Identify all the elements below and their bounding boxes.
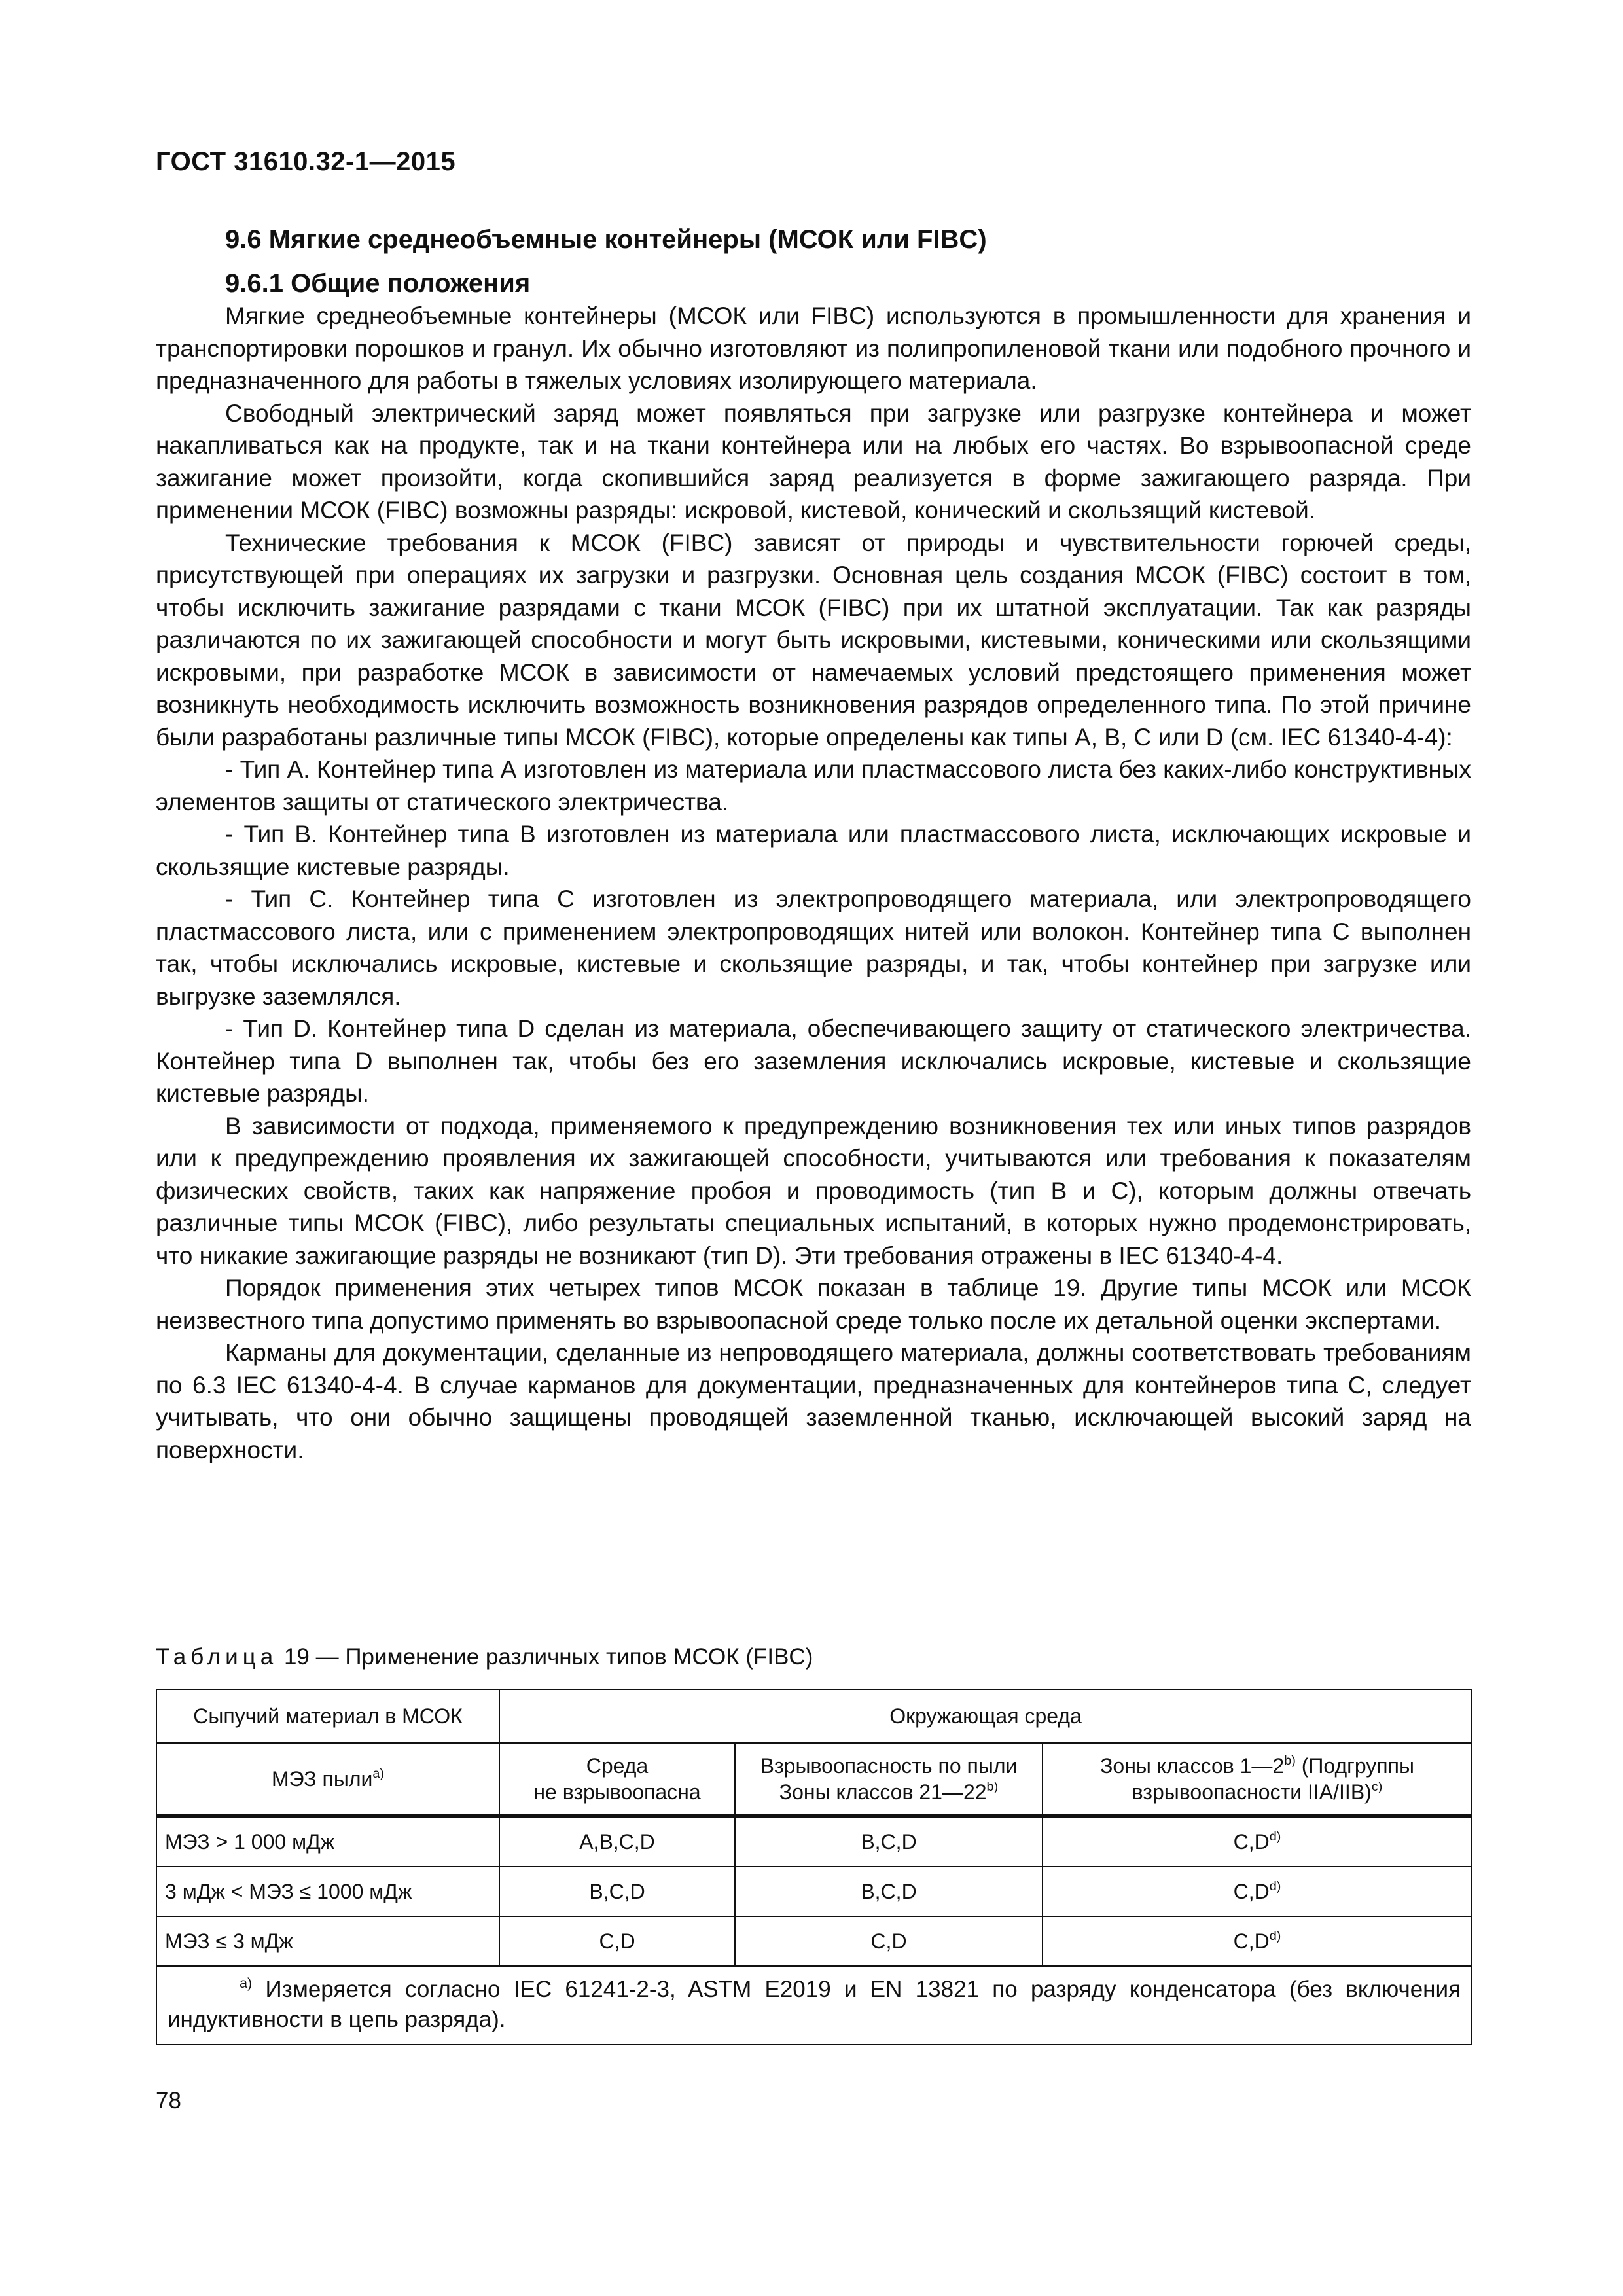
table-caption [156, 1643, 813, 1672]
energy-cell: 3 мДж < МЭЗ ≤ 1000 мДж [156, 1867, 499, 1916]
paragraph: Порядок применения этих четырех типов МСОК показан в таблице 19. Другие типы МСОК или МСОК неизвестного типа допустимо применять во взрывоопасной среде только после их детальной оценки экспертами. [156, 1274, 1471, 1334]
section-body [156, 221, 1471, 1466]
energy-cell: МЭЗ > 1 000 мДж [156, 1816, 499, 1867]
gas-cell: $C,D^{d)}$ [1043, 1816, 1472, 1867]
paragraph: Свободный электрический заряд может появляться при загрузке или разгрузке контейнера и может накапливаться как на продукте, так и на ткани контейнера или на любых его частях. Во взрывоопасной среде зажигание может произойти, когда скопившийся заряд реализуется в форме зажигающего разряда. При применении МСОК (FIBC) возможны разряды: искровой, кистевой, конический и скользящий кистевой. [156, 399, 1471, 524]
safe-cell: B,C,D [499, 1867, 735, 1916]
header-gas-zones: Зоны классов 1—2$^{b)}$ (Подгруппы взрывоопасности IIA/IIB)$^{c)}$ [1043, 1743, 1472, 1816]
table-caption-label: Таблица [156, 1644, 278, 1670]
list-item-type-b: - Тип В. Контейнер типа В изготовлен из материала или пластмассового листа, исключающих искровые и скользящие кистевые разряды. [156, 821, 1471, 880]
table-row [156, 1816, 1472, 1867]
list-item-type-a: - Тип А. Контейнер типа А изготовлен из материала или пластмассового листа без каких-либо конструктивных элементов защиты от статического электричества. [156, 756, 1471, 816]
dust-cell: B,C,D [735, 1816, 1043, 1867]
list-item-type-d: - Тип D. Контейнер типа D сделан из материала, обеспечивающего защиту от статического электричества. Контейнер типа D выполнен так, чтобы без его заземления исключались искровые, кистевые и скользящие кистевые разряды. [156, 1015, 1471, 1107]
dust-cell: B,C,D [735, 1867, 1043, 1916]
table-footnote: $^{а)}$ Измеряется согласно IEC 61241-2-3, ASTM E2019 и EN 13821 по разряду конденсатора (без включения индуктивности в цепь разряда). [156, 1966, 1472, 2045]
table-row [156, 1916, 1472, 1966]
header-mez: МЭЗ пыли$^{a)}$ [156, 1743, 499, 1816]
fibc-types-table [156, 1689, 1472, 2045]
section-title: 9.6 Мягкие среднеобъемные контейнеры (МСОК или FIBC) [225, 225, 987, 254]
dust-cell: C,D [735, 1916, 1043, 1966]
header-dust-hazard: Взрывоопасность по пыли Зоны классов 21—22$^{b)}$ [735, 1743, 1043, 1816]
paragraph: Технические требования к МСОК (FIBC) зависят от природы и чувствительности горючей среды, присутствующей при операциях их загрузки и разгрузки. Основная цель создания МСОК (FIBC) состоит в том, чтобы исключить зажигание разрядами с ткани МСОК (FIBC) при их штатной эксплуатации. Так как разряды различаются по их зажигающей способности и могут быть искровыми, кистевыми, коническими или скользящими искровыми, при разработке МСОК в зависимости от намечаемых условий предстоящего применения может возникнуть необходимость исключить возможность возникновения разрядов определенного типа. По этой причине были разработаны различные типы МСОК (FIBC), которые определены как типы A, B, C или D (см. IEC 61340-4-4): [156, 529, 1471, 751]
table-caption-text: 19 — Применение различных типов МСОК (FIBC) [277, 1644, 813, 1670]
list-item-type-c: - Тип С. Контейнер типа С изготовлен из электропроводящего материала, или электропроводящего пластмассового листа, или с применением электропроводящих нитей или волокон. Контейнер типа С выполнен так, чтобы исключались искровые, кистевые и скользящие разряды, и так, чтобы контейнер при загрузке или выгрузке заземлялся. [156, 886, 1471, 1010]
table-row [156, 1867, 1472, 1916]
header-bulk-material: Сыпучий материал в МСОК [156, 1689, 499, 1743]
paragraph: В зависимости от подхода, применяемого к предупреждению возникновения тех или иных типов разрядов или к предупреждению проявления их зажигающей способности, учитываются или требования к показателям физических свойств, таких как напряжение пробоя и проводимость (тип B и C), которым должны отвечать различные типы МСОК (FIBC), либо результаты специальных испытаний, в которых нужно продемонстрировать, что никакие зажигающие разряды не возникают (тип D). Эти требования отражены в IEC 61340-4-4. [156, 1112, 1471, 1269]
safe-cell: A,B,C,D [499, 1816, 735, 1867]
header-non-hazardous: Среда не взрывоопасна [499, 1743, 735, 1816]
gas-cell: $C,D^{d)}$ [1043, 1916, 1472, 1966]
paragraph: Мягкие среднеобъемные контейнеры (МСОК или FIBC) используются в промышленности для хранения и транспортировки порошков и гранул. Их обычно изготовляют из полипропиленовой ткани или подобного прочного и предназначенного для работы в тяжелых условиях изолирующего материала. [156, 302, 1471, 394]
document-code: ГОСТ 31610.32-1—2015 [156, 147, 456, 176]
subsection-title: 9.6.1 Общие положения [225, 269, 531, 298]
safe-cell: C,D [499, 1916, 735, 1966]
energy-cell: МЭЗ ≤ 3 мДж [156, 1916, 499, 1966]
paragraph: Карманы для документации, сделанные из непроводящего материала, должны соответствовать требованиям по 6.3 IEC 61340-4-4. В случае карманов для документации, предназначенных для контейнеров типа С, следует учитывать, что они обычно защищены проводящей заземленной тканью, исключающей высокий заряд на поверхности. [156, 1339, 1471, 1463]
header-environment: Окружающая среда [499, 1689, 1472, 1743]
gas-cell: $C,D^{d)}$ [1043, 1867, 1472, 1916]
page-number: 78 [156, 2088, 181, 2113]
